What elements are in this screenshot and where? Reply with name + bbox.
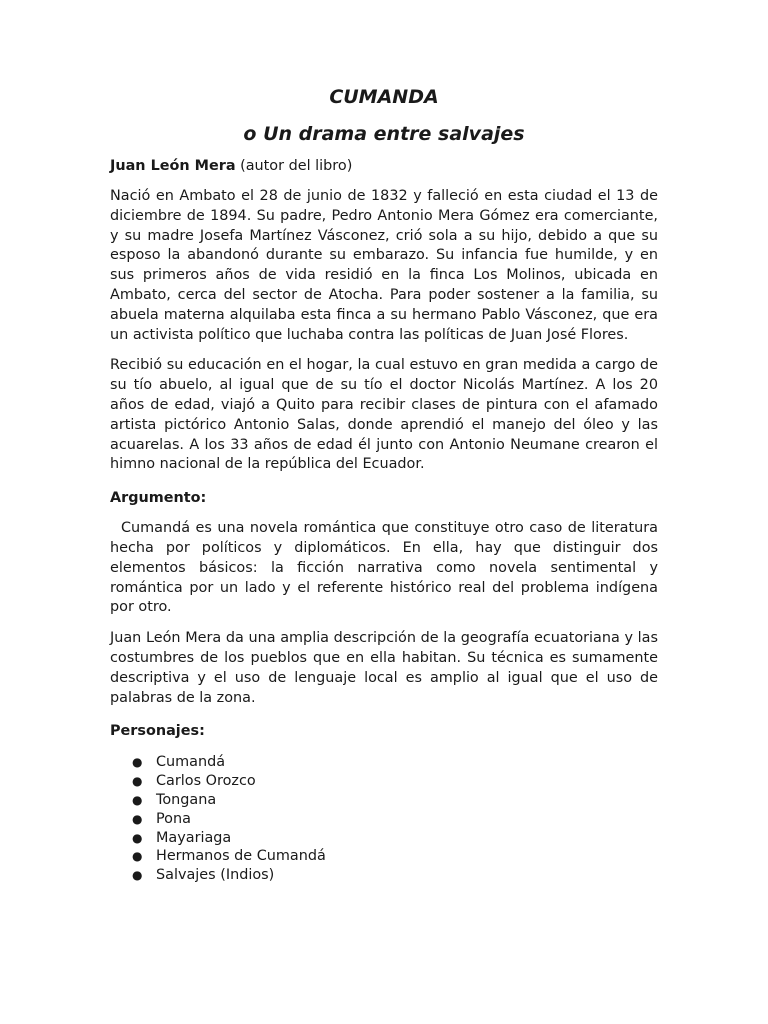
bullet-icon: ●: [132, 755, 143, 770]
list-item: [110, 866, 658, 885]
document-title: CUMANDA: [329, 86, 439, 108]
bio-paragraph-2: Recibió su educación en el hogar, la cual estuvo en gran medida a cargo de su tío abuelo, al igual que de su tío el doctor Nicolás Martínez. A los 20 años de edad, viajó a Quito para recibir clases de pintura con el afamado artista pictórico Antonio Salas, donde aprendió el manejo del óleo y las acuarelas. A los 33 años de edad él junto con Antonio Neumane crearon el himno nacional de la república del Ecuador.: [110, 357, 658, 473]
document-page: [110, 84, 663, 885]
bullet-icon: ●: [132, 792, 143, 807]
author-note: (autor del libro): [235, 158, 353, 174]
document-subtitle: o Un drama entre salvajes: [243, 123, 525, 145]
bullet-icon: ●: [132, 774, 143, 789]
list-item: [110, 829, 658, 848]
bullet-icon: ●: [132, 868, 143, 883]
author-name: Juan León Mera: [110, 158, 236, 174]
character-name: Salvajes (Indios): [156, 867, 275, 884]
list-item: [110, 791, 658, 810]
character-name: Pona: [156, 810, 191, 827]
character-name: Hermanos de Cumandá: [156, 848, 326, 865]
bio-paragraph-1: Nació en Ambato el 28 de junio de 1832 y falleció en esta ciudad el 13 de diciembre de 1894. Su padre, Pedro Antonio Mera Gómez era comerciante, y su madre Josefa Martínez Vásconez, crió sola a su hijo, debido a que su esposo la abandonó durante su embarazo. Su infancia fue humilde, y en sus primeros años de vida residió en la finca Los Molinos, ubicada en Ambato, cerca del sector de Atocha. Para poder sostener a la familia, su abuela materna alquilaba esta finca a su hermano Pablo Vásconez, que era un activista político que luchaba contra las políticas de Juan José Flores.: [110, 188, 658, 343]
character-name: Tongana: [156, 791, 217, 808]
author-line: [110, 156, 658, 176]
character-name: Mayariaga: [156, 829, 232, 846]
characters-heading: Personajes:: [110, 723, 205, 740]
bullet-icon: ●: [132, 811, 143, 826]
character-name: Carlos Orozco: [156, 773, 256, 790]
character-name: Cumandá: [156, 754, 226, 771]
list-item: [110, 753, 658, 772]
list-item: [110, 772, 658, 791]
list-item: [110, 847, 658, 866]
bullet-icon: ●: [132, 849, 143, 864]
characters-list: [110, 753, 658, 885]
argument-paragraph-1: Cumandá es una novela romántica que constituye otro caso de literatura hecha por políticos y diplomáticos. En ella, hay que distinguir dos elementos básicos: la ficción narrativa como novela sentimental y romántica por un lado y el referente histórico real del problema indígena por otro.: [110, 520, 663, 616]
list-item: [110, 810, 658, 829]
argument-heading: Argumento:: [110, 490, 207, 507]
argument-paragraph-2: Juan León Mera da una amplia descripción de la geografía ecuatoriana y las costumbres de los pueblos que en ella habitan. Su técnica es sumamente descriptiva y el uso de lenguaje local es amplio al igual que el uso de palabras de la zona.: [110, 630, 658, 706]
bullet-icon: ●: [132, 830, 143, 845]
